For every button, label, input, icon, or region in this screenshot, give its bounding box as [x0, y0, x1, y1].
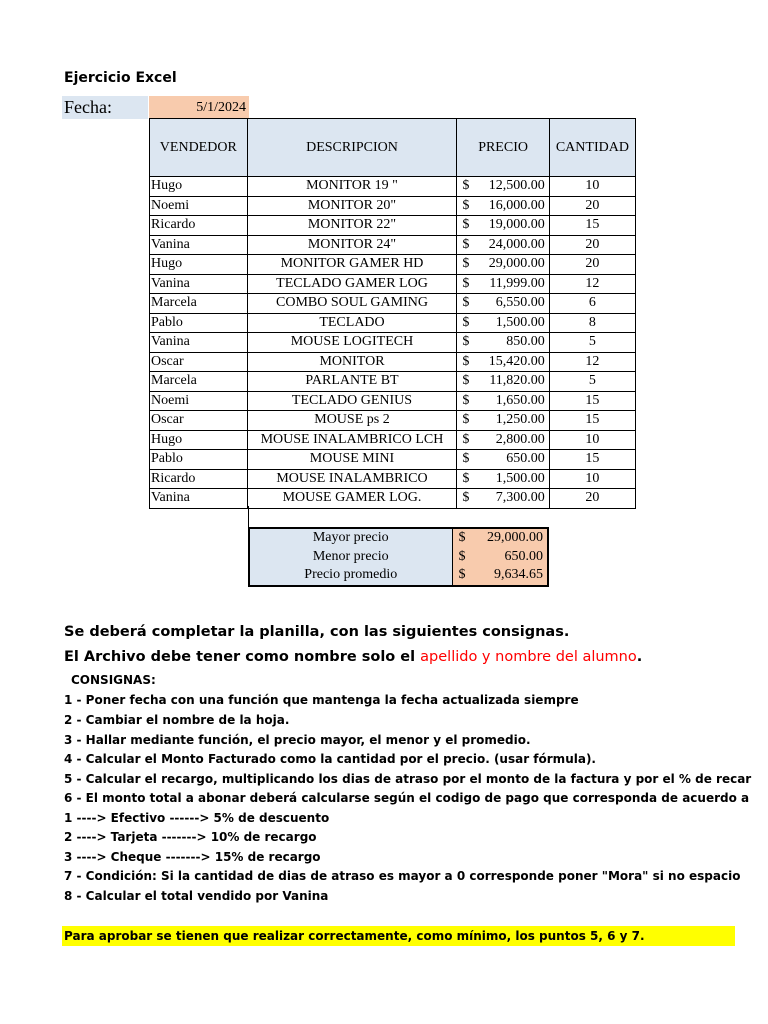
currency-symbol: $: [462, 392, 470, 408]
price-value: 12,500.00: [488, 178, 545, 194]
cell-precio[interactable]: [457, 372, 549, 392]
consigna-item: 3 ----> Cheque -------> 15% de recargo: [64, 850, 321, 864]
currency-symbol: $: [462, 197, 470, 213]
currency-symbol: $: [462, 314, 470, 330]
cell-vendedor[interactable]: Pablo: [150, 313, 248, 333]
currency-symbol: $: [458, 567, 466, 582]
table-row: [150, 372, 636, 392]
cell-descripcion[interactable]: TECLADO GENIUS: [247, 391, 457, 411]
cell-cantidad[interactable]: 10: [549, 177, 635, 197]
cell-cantidad[interactable]: 15: [549, 216, 635, 236]
cell-precio[interactable]: [457, 450, 549, 470]
consigna-item: 2 ----> Tarjeta -------> 10% de recargo: [64, 830, 317, 844]
cell-descripcion[interactable]: PARLANTE BT: [247, 372, 457, 392]
cell-descripcion[interactable]: MONITOR 20": [247, 196, 457, 216]
price-value: 29,000.00: [488, 256, 545, 272]
cell-cantidad[interactable]: 15: [549, 450, 635, 470]
currency-symbol: $: [462, 178, 470, 193]
cell-cantidad[interactable]: 20: [549, 489, 635, 509]
summary-label-cell[interactable]: Mayor precio: [249, 528, 452, 548]
cell-cantidad[interactable]: 5: [549, 333, 635, 353]
price-value: 2,800.00: [495, 431, 545, 447]
currency-symbol: $: [462, 236, 470, 252]
currency-symbol: $: [462, 295, 470, 310]
table-row: [150, 255, 636, 275]
price-value: 11,820.00: [489, 373, 545, 389]
consigna-item: 3 - Hallar mediante función, el precio mayor, el menor y el promedio.: [64, 733, 531, 747]
summary-row-avg: [249, 566, 548, 586]
currency-symbol: $: [462, 217, 470, 232]
currency-symbol: $: [462, 334, 470, 349]
cell-precio[interactable]: [457, 274, 549, 294]
cell-cantidad[interactable]: 10: [549, 430, 635, 450]
consigna-item: 8 - Calcular el total vendido por Vanina: [64, 889, 329, 903]
table-row: [150, 450, 636, 470]
table-row: [150, 294, 636, 314]
fecha-label-cell[interactable]: Fecha:: [62, 96, 148, 119]
cell-vendedor[interactable]: Pablo: [150, 450, 248, 470]
cell-vendedor[interactable]: Vanina: [150, 235, 248, 255]
table-row: [150, 430, 636, 450]
cell-descripcion[interactable]: MONITOR 24": [247, 235, 457, 255]
cell-precio[interactable]: [457, 333, 549, 353]
consigna-item: 7 - Condición: Si la cantidad de dias de atraso es mayor a 0 corresponde poner "Mora" si no espacio: [64, 869, 741, 883]
cell-vendedor[interactable]: Noemi: [150, 196, 248, 216]
cell-precio[interactable]: [457, 391, 549, 411]
cell-vendedor[interactable]: Marcela: [150, 372, 248, 392]
cell-cantidad[interactable]: 6: [549, 294, 635, 314]
cell-descripcion[interactable]: MONITOR: [247, 352, 457, 372]
consigna-item: 4 - Calcular el Monto Facturado como la cantidad por el precio. (usar fórmula).: [64, 752, 596, 766]
price-value: 11,999.00: [489, 275, 545, 291]
cell-descripcion[interactable]: MOUSE INALAMBRICO LCH: [247, 430, 457, 450]
consigna-item: 6 - El monto total a abonar deberá calcularse según el codigo de pago que corresponda de acuerdo a: [64, 791, 750, 805]
price-value: 650.00: [506, 451, 545, 467]
table-divider: [248, 506, 249, 527]
summary-value-cell[interactable]: [452, 566, 548, 586]
table-row: [150, 469, 636, 489]
cell-descripcion[interactable]: COMBO SOUL GAMING: [247, 294, 457, 314]
instruction-line-2: [64, 649, 642, 665]
cell-precio[interactable]: [457, 411, 549, 431]
table-row: [150, 352, 636, 372]
summary-row-max: [249, 528, 548, 548]
cell-precio[interactable]: [457, 294, 549, 314]
cell-precio[interactable]: [457, 235, 549, 255]
cell-descripcion[interactable]: MOUSE LOGITECH: [247, 333, 457, 353]
price-value: 16,000.00: [488, 197, 545, 213]
cell-precio[interactable]: [457, 489, 549, 509]
currency-symbol: $: [458, 548, 466, 564]
cell-precio[interactable]: [457, 469, 549, 489]
currency-symbol: $: [462, 373, 470, 388]
cell-vendedor[interactable]: Ricardo: [150, 469, 248, 489]
currency-symbol: $: [462, 490, 470, 505]
cell-descripcion[interactable]: MONITOR GAMER HD: [247, 255, 457, 275]
price-value: 1,500.00: [495, 470, 545, 486]
table-row: [150, 411, 636, 431]
table-row: [150, 333, 636, 353]
cell-cantidad[interactable]: 20: [549, 255, 635, 275]
table-row: [150, 216, 636, 236]
currency-symbol: $: [462, 431, 470, 447]
price-value: 24,000.00: [488, 236, 545, 252]
sheet-title: Ejercicio Excel: [64, 70, 177, 86]
cell-vendedor[interactable]: Oscar: [150, 411, 248, 431]
price-value: 6,550.00: [495, 295, 545, 311]
price-value: 850.00: [506, 334, 545, 350]
final-note[interactable]: Para aprobar se tienen que realizar correctamente, como mínimo, los puntos 5, 6 y 7.: [62, 926, 735, 946]
cell-descripcion[interactable]: MOUSE INALAMBRICO: [247, 469, 457, 489]
instruction-line-2-prefix: El Archivo debe tener como nombre solo el: [64, 649, 421, 665]
summary-row-min: [249, 548, 548, 567]
table-row: [150, 177, 636, 197]
summary-value-cell[interactable]: [452, 528, 548, 548]
cell-vendedor[interactable]: Hugo: [150, 255, 248, 275]
instruction-line-1: Se deberá completar la planilla, con las siguientes consignas.: [64, 624, 570, 640]
fecha-value-cell[interactable]: 5/1/2024: [149, 96, 249, 119]
cell-precio[interactable]: [457, 255, 549, 275]
currency-symbol: $: [462, 275, 470, 291]
instruction-line-2-suffix: .: [636, 649, 643, 665]
consigna-item: 2 - Cambiar el nombre de la hoja.: [64, 713, 290, 727]
cell-cantidad[interactable]: 5: [549, 372, 635, 392]
table-row: [150, 196, 636, 216]
cell-cantidad[interactable]: 12: [549, 274, 635, 294]
currency-symbol: $: [462, 412, 470, 427]
cell-cantidad[interactable]: 15: [549, 411, 635, 431]
header-precio[interactable]: PRECIO: [457, 119, 549, 177]
cell-vendedor[interactable]: Vanina: [150, 274, 248, 294]
price-value: 1,500.00: [495, 314, 545, 330]
cell-descripcion[interactable]: MONITOR 22": [247, 216, 457, 236]
cell-cantidad[interactable]: 12: [549, 352, 635, 372]
price-value: 15,420.00: [488, 353, 545, 369]
cell-vendedor[interactable]: Noemi: [150, 391, 248, 411]
price-value: 1,250.00: [495, 412, 545, 428]
cell-precio[interactable]: [457, 352, 549, 372]
summary-value: 650.00: [504, 548, 543, 564]
cell-vendedor[interactable]: Hugo: [150, 430, 248, 450]
consigna-item: 5 - Calcular el recargo, multiplicando los dias de atraso por el monto de la factura y por el % de recar: [64, 772, 752, 786]
cell-descripcion[interactable]: MOUSE GAMER LOG.: [247, 489, 457, 509]
cell-vendedor[interactable]: Ricardo: [150, 216, 248, 236]
header-cantidad[interactable]: CANTIDAD: [549, 119, 635, 177]
cell-vendedor[interactable]: Oscar: [150, 352, 248, 372]
cell-cantidad[interactable]: 20: [549, 196, 635, 216]
cell-cantidad[interactable]: 15: [549, 391, 635, 411]
table-header-row: [150, 119, 636, 177]
summary-table: [248, 527, 549, 587]
table-row: [150, 274, 636, 294]
cell-vendedor[interactable]: Hugo: [150, 177, 248, 197]
cell-precio[interactable]: [457, 430, 549, 450]
cell-cantidad[interactable]: 10: [549, 469, 635, 489]
cell-vendedor[interactable]: Vanina: [150, 333, 248, 353]
summary-value: 29,000.00: [487, 530, 543, 546]
cell-descripcion[interactable]: MOUSE ps 2: [247, 411, 457, 431]
header-vendedor[interactable]: VENDEDOR: [150, 119, 248, 177]
price-value: 19,000.00: [488, 217, 545, 233]
summary-label-cell[interactable]: Precio promedio: [249, 566, 452, 586]
cell-precio[interactable]: [457, 177, 549, 197]
currency-symbol: $: [458, 530, 466, 545]
instruction-line-2-highlight: apellido y nombre del alumno: [420, 649, 637, 665]
table-row: [150, 489, 636, 509]
currency-symbol: $: [462, 470, 470, 486]
summary-value-cell[interactable]: [452, 548, 548, 567]
header-descripcion[interactable]: DESCRIPCION: [247, 119, 457, 177]
summary-value: 9,634.65: [494, 567, 543, 583]
cell-descripcion[interactable]: MONITOR 19 ": [247, 177, 457, 197]
currency-symbol: $: [462, 353, 470, 369]
currency-symbol: $: [462, 451, 470, 466]
sales-table: [149, 118, 636, 509]
cell-vendedor[interactable]: Vanina: [150, 489, 248, 509]
cell-vendedor[interactable]: Marcela: [150, 294, 248, 314]
consigna-item: 1 - Poner fecha con una función que mantenga la fecha actualizada siempre: [64, 693, 579, 707]
cell-precio[interactable]: [457, 196, 549, 216]
cell-descripcion[interactable]: TECLADO GAMER LOG: [247, 274, 457, 294]
price-value: 7,300.00: [495, 490, 545, 506]
cell-descripcion[interactable]: TECLADO: [247, 313, 457, 333]
summary-label-cell[interactable]: Menor precio: [249, 548, 452, 567]
cell-descripcion[interactable]: MOUSE MINI: [247, 450, 457, 470]
table-row: [150, 391, 636, 411]
cell-cantidad[interactable]: 20: [549, 235, 635, 255]
cell-precio[interactable]: [457, 216, 549, 236]
consignas-title: CONSIGNAS:: [71, 673, 156, 687]
consigna-item: 1 ----> Efectivo ------> 5% de descuento: [64, 811, 330, 825]
cell-cantidad[interactable]: 8: [549, 313, 635, 333]
price-value: 1,650.00: [495, 392, 545, 408]
currency-symbol: $: [462, 256, 470, 271]
table-row: [150, 313, 636, 333]
table-row: [150, 235, 636, 255]
cell-precio[interactable]: [457, 313, 549, 333]
